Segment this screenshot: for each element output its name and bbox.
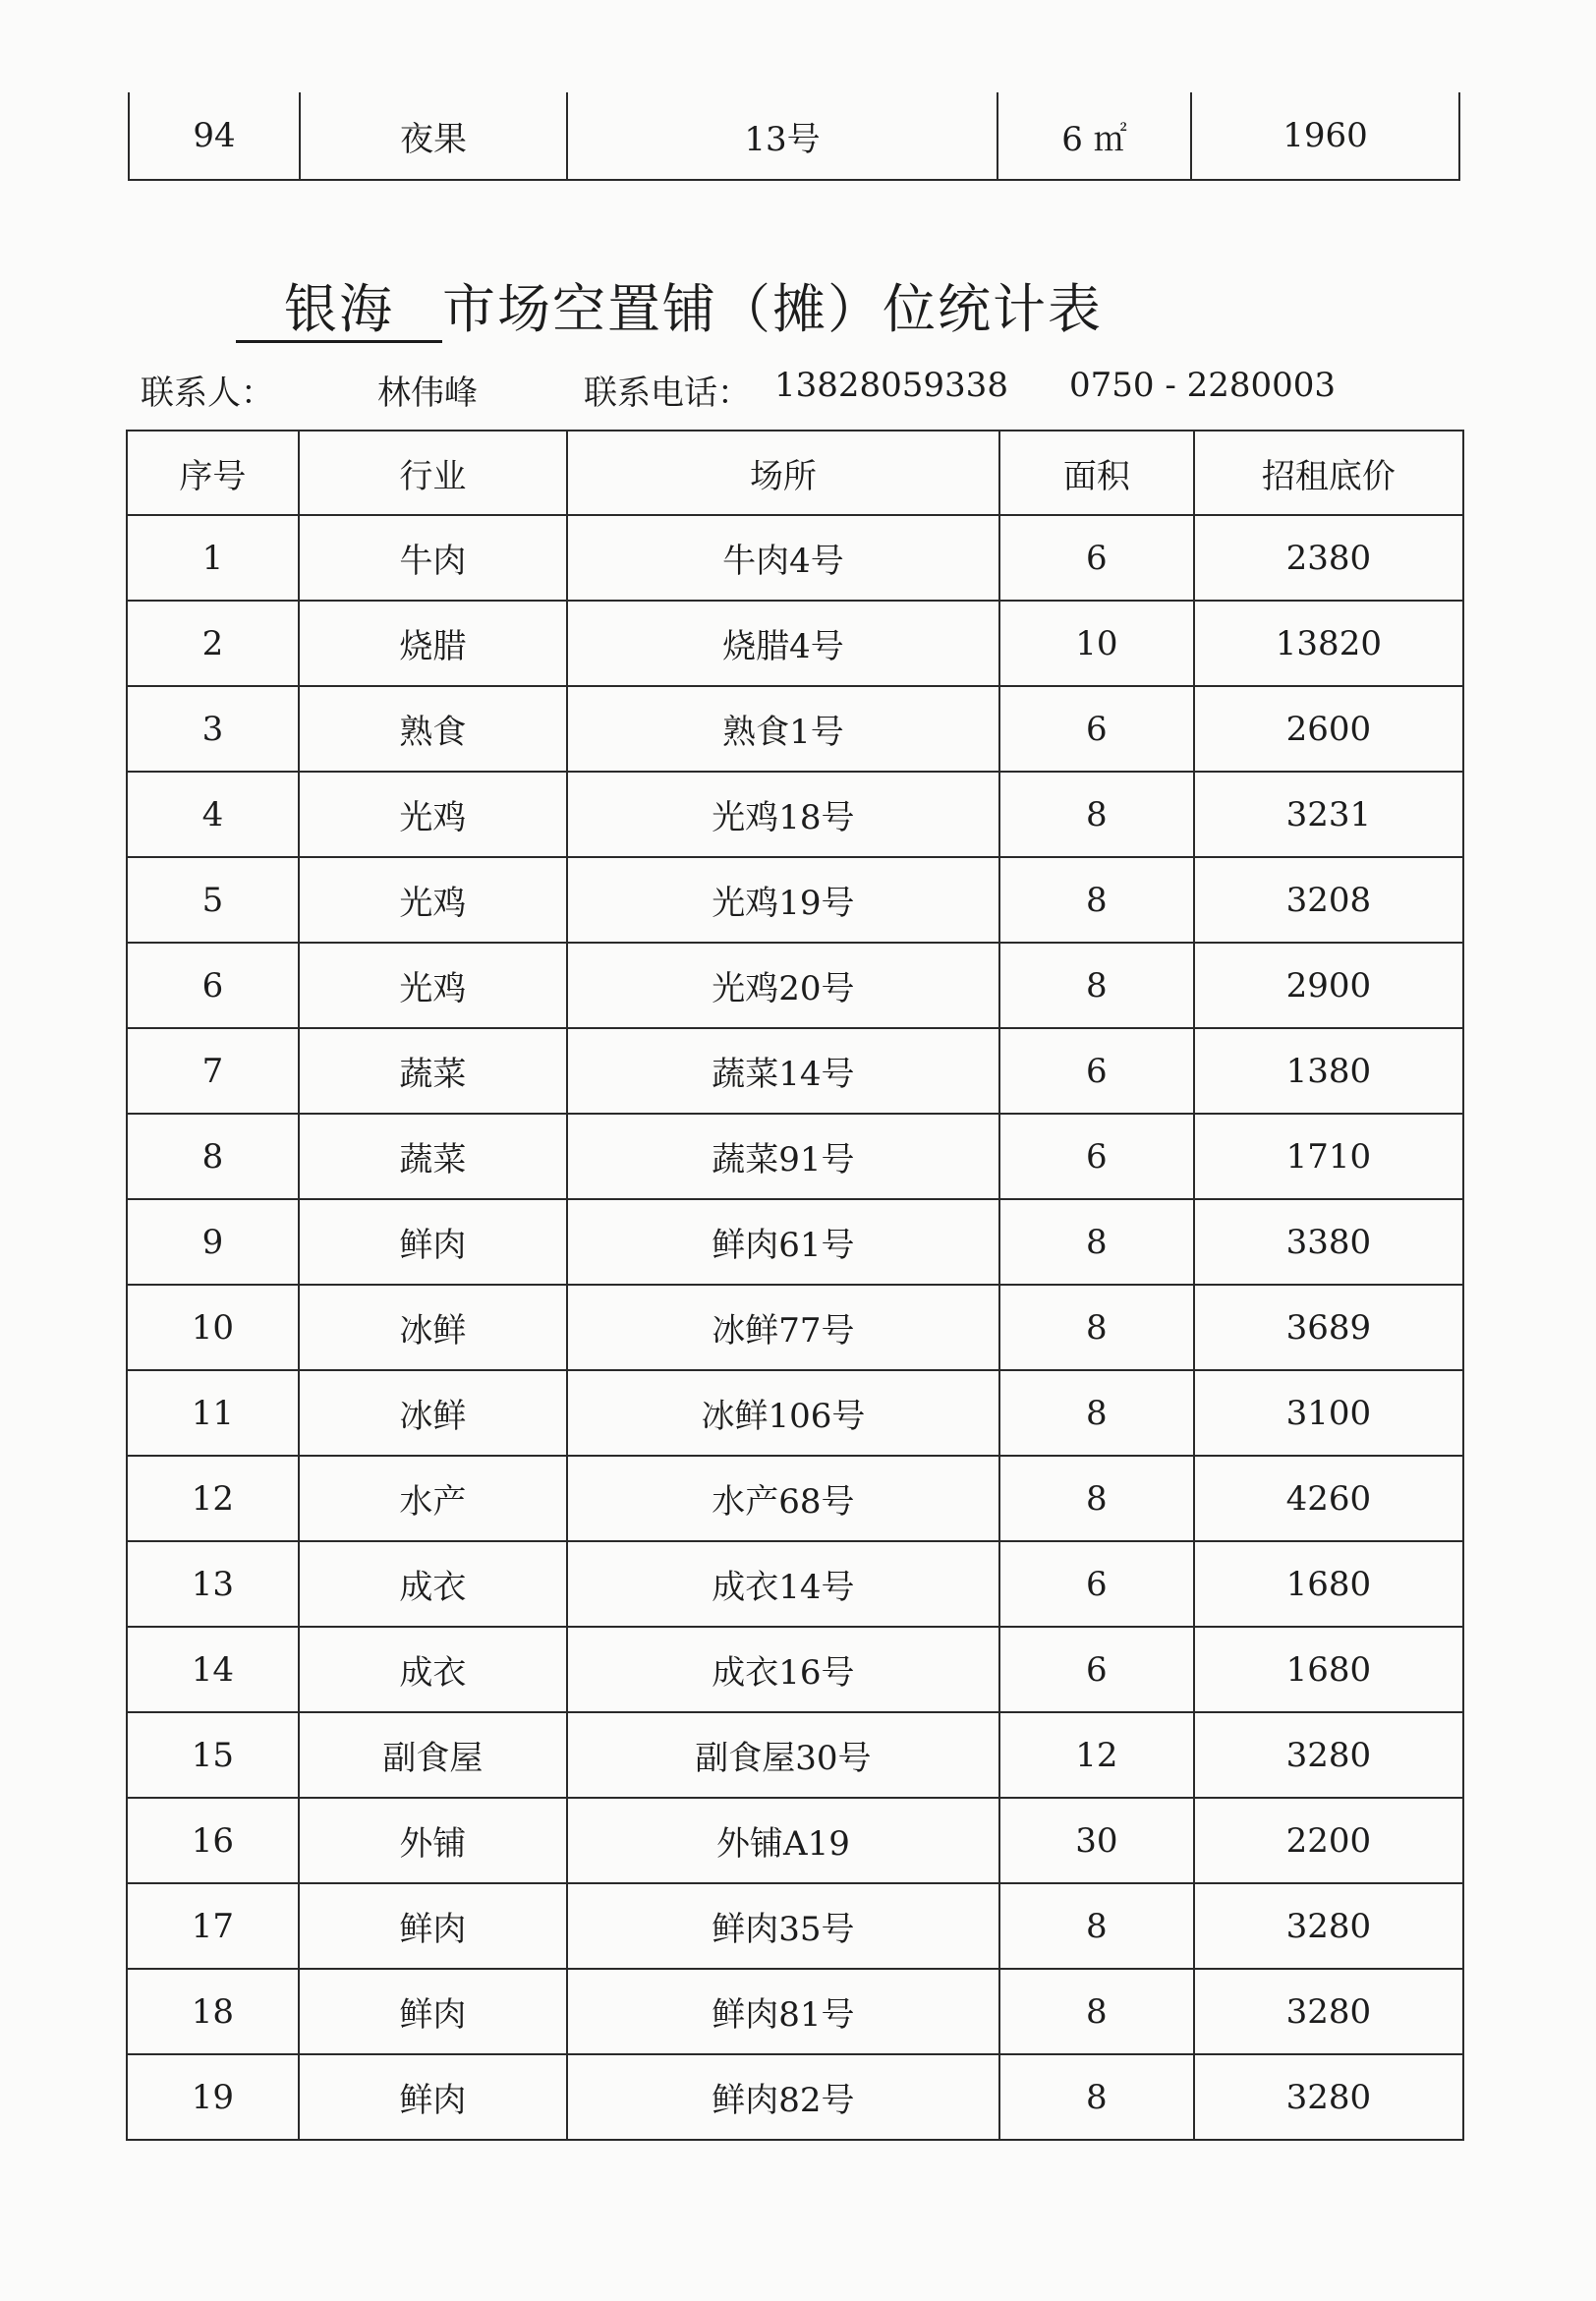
contact-person-label: 联系人： <box>141 374 274 413</box>
cell-location: 鲜肉35号 <box>567 1883 999 1969</box>
cell-industry: 鲜肉 <box>299 1883 567 1969</box>
cell-price: 1960 <box>1191 92 1459 180</box>
table-row <box>127 1712 1463 1798</box>
cell-area: 8 <box>999 772 1194 857</box>
cell-price: 3380 <box>1194 1199 1463 1285</box>
cell-serial: 13 <box>127 1541 299 1627</box>
table-row <box>127 1541 1463 1627</box>
table-header-row <box>127 431 1463 515</box>
header-area: 面积 <box>999 431 1194 515</box>
cell-industry: 夜果 <box>300 92 567 180</box>
cell-industry: 水产 <box>299 1456 567 1541</box>
cell-location: 外铺A19 <box>567 1798 999 1883</box>
page-title <box>236 267 1103 343</box>
cell-serial: 12 <box>127 1456 299 1541</box>
cell-area: 6 <box>999 1627 1194 1712</box>
contact-landline: 0750 - 2280003 <box>1069 366 1337 405</box>
contact-person: 林伟峰 <box>377 374 478 413</box>
previous-page-table-fragment <box>128 92 1460 181</box>
table-row <box>127 772 1463 857</box>
cell-price: 2200 <box>1194 1798 1463 1883</box>
cell-price: 13820 <box>1194 601 1463 686</box>
cell-location: 成衣16号 <box>567 1627 999 1712</box>
header-price: 招租底价 <box>1194 431 1463 515</box>
cell-location: 熟食1号 <box>567 686 999 772</box>
cell-location: 光鸡20号 <box>567 943 999 1028</box>
cell-location: 鲜肉61号 <box>567 1199 999 1285</box>
table-row <box>127 1969 1463 2054</box>
cell-serial: 1 <box>127 515 299 601</box>
cell-industry: 冰鲜 <box>299 1370 567 1456</box>
cell-industry: 蔬菜 <box>299 1114 567 1199</box>
cell-price: 1680 <box>1194 1627 1463 1712</box>
cell-area: 8 <box>999 1456 1194 1541</box>
title-market-name: 银海 <box>236 279 442 343</box>
cell-price: 3280 <box>1194 2054 1463 2140</box>
cell-serial: 15 <box>127 1712 299 1798</box>
table-row <box>127 1798 1463 1883</box>
cell-industry: 熟食 <box>299 686 567 772</box>
table-row <box>127 1627 1463 1712</box>
vacant-stalls-table <box>126 430 1464 2141</box>
cell-price: 3100 <box>1194 1370 1463 1456</box>
cell-industry: 成衣 <box>299 1627 567 1712</box>
cell-industry: 光鸡 <box>299 857 567 943</box>
cell-serial: 17 <box>127 1883 299 1969</box>
table-row <box>127 943 1463 1028</box>
cell-location: 鲜肉82号 <box>567 2054 999 2140</box>
table-row <box>127 601 1463 686</box>
cell-price: 4260 <box>1194 1456 1463 1541</box>
cell-price: 3280 <box>1194 1883 1463 1969</box>
cell-location: 烧腊4号 <box>567 601 999 686</box>
table-row <box>129 92 1459 180</box>
cell-serial: 14 <box>127 1627 299 1712</box>
cell-industry: 鲜肉 <box>299 2054 567 2140</box>
table-row <box>127 1199 1463 1285</box>
cell-serial: 8 <box>127 1114 299 1199</box>
cell-location: 蔬菜14号 <box>567 1028 999 1114</box>
cell-location: 光鸡19号 <box>567 857 999 943</box>
cell-area: 30 <box>999 1798 1194 1883</box>
cell-industry: 鲜肉 <box>299 1199 567 1285</box>
cell-serial: 18 <box>127 1969 299 2054</box>
cell-location: 水产68号 <box>567 1456 999 1541</box>
cell-price: 3208 <box>1194 857 1463 943</box>
cell-serial: 11 <box>127 1370 299 1456</box>
cell-industry: 冰鲜 <box>299 1285 567 1370</box>
table-row <box>127 1370 1463 1456</box>
cell-serial: 2 <box>127 601 299 686</box>
cell-serial: 5 <box>127 857 299 943</box>
table-row <box>127 1028 1463 1114</box>
cell-location: 副食屋30号 <box>567 1712 999 1798</box>
cell-price: 1380 <box>1194 1028 1463 1114</box>
cell-area: 8 <box>999 1370 1194 1456</box>
cell-serial: 9 <box>127 1199 299 1285</box>
cell-industry: 副食屋 <box>299 1712 567 1798</box>
table-row <box>127 686 1463 772</box>
cell-industry: 成衣 <box>299 1541 567 1627</box>
cell-price: 3280 <box>1194 1712 1463 1798</box>
cell-serial: 19 <box>127 2054 299 2140</box>
cell-area: 8 <box>999 857 1194 943</box>
cell-area: 6 <box>999 515 1194 601</box>
title-text: 市场空置铺（摊）位统计表 <box>442 278 1103 340</box>
cell-price: 1710 <box>1194 1114 1463 1199</box>
cell-industry: 鲜肉 <box>299 1969 567 2054</box>
cell-serial: 10 <box>127 1285 299 1370</box>
cell-location: 鲜肉81号 <box>567 1969 999 2054</box>
table-row <box>127 515 1463 601</box>
cell-price: 3280 <box>1194 1969 1463 2054</box>
header-industry: 行业 <box>299 431 567 515</box>
cell-location: 13号 <box>567 92 998 180</box>
cell-area: 8 <box>999 1285 1194 1370</box>
cell-area: 8 <box>999 943 1194 1028</box>
cell-serial: 94 <box>129 92 300 180</box>
table-row <box>127 1285 1463 1370</box>
cell-area: 6 <box>999 1028 1194 1114</box>
cell-price: 1680 <box>1194 1541 1463 1627</box>
cell-serial: 6 <box>127 943 299 1028</box>
cell-serial: 4 <box>127 772 299 857</box>
table-row <box>127 1883 1463 1969</box>
cell-area: 6 <box>999 686 1194 772</box>
table-row <box>127 1456 1463 1541</box>
cell-location: 蔬菜91号 <box>567 1114 999 1199</box>
cell-industry: 蔬菜 <box>299 1028 567 1114</box>
cell-price: 3231 <box>1194 772 1463 857</box>
cell-area: 6 ㎡ <box>998 92 1191 180</box>
table-row <box>127 1114 1463 1199</box>
cell-location: 冰鲜106号 <box>567 1370 999 1456</box>
cell-price: 3689 <box>1194 1285 1463 1370</box>
cell-industry: 牛肉 <box>299 515 567 601</box>
cell-area: 12 <box>999 1712 1194 1798</box>
cell-serial: 3 <box>127 686 299 772</box>
cell-location: 成衣14号 <box>567 1541 999 1627</box>
cell-price: 2600 <box>1194 686 1463 772</box>
cell-area: 8 <box>999 2054 1194 2140</box>
cell-area: 10 <box>999 601 1194 686</box>
cell-area: 6 <box>999 1114 1194 1199</box>
cell-industry: 光鸡 <box>299 943 567 1028</box>
cell-area: 8 <box>999 1199 1194 1285</box>
contact-phone-label: 联系电话： <box>584 374 751 413</box>
table-row <box>127 2054 1463 2140</box>
cell-serial: 16 <box>127 1798 299 1883</box>
cell-location: 冰鲜77号 <box>567 1285 999 1370</box>
cell-price: 2900 <box>1194 943 1463 1028</box>
cell-serial: 7 <box>127 1028 299 1114</box>
cell-location: 光鸡18号 <box>567 772 999 857</box>
cell-industry: 外铺 <box>299 1798 567 1883</box>
header-serial: 序号 <box>127 431 299 515</box>
contact-mobile: 13828059338 <box>774 366 1008 405</box>
cell-area: 8 <box>999 1969 1194 2054</box>
cell-industry: 烧腊 <box>299 601 567 686</box>
cell-area: 6 <box>999 1541 1194 1627</box>
cell-price: 2380 <box>1194 515 1463 601</box>
cell-location: 牛肉4号 <box>567 515 999 601</box>
cell-industry: 光鸡 <box>299 772 567 857</box>
table-row <box>127 857 1463 943</box>
header-location: 场所 <box>567 431 999 515</box>
cell-area: 8 <box>999 1883 1194 1969</box>
